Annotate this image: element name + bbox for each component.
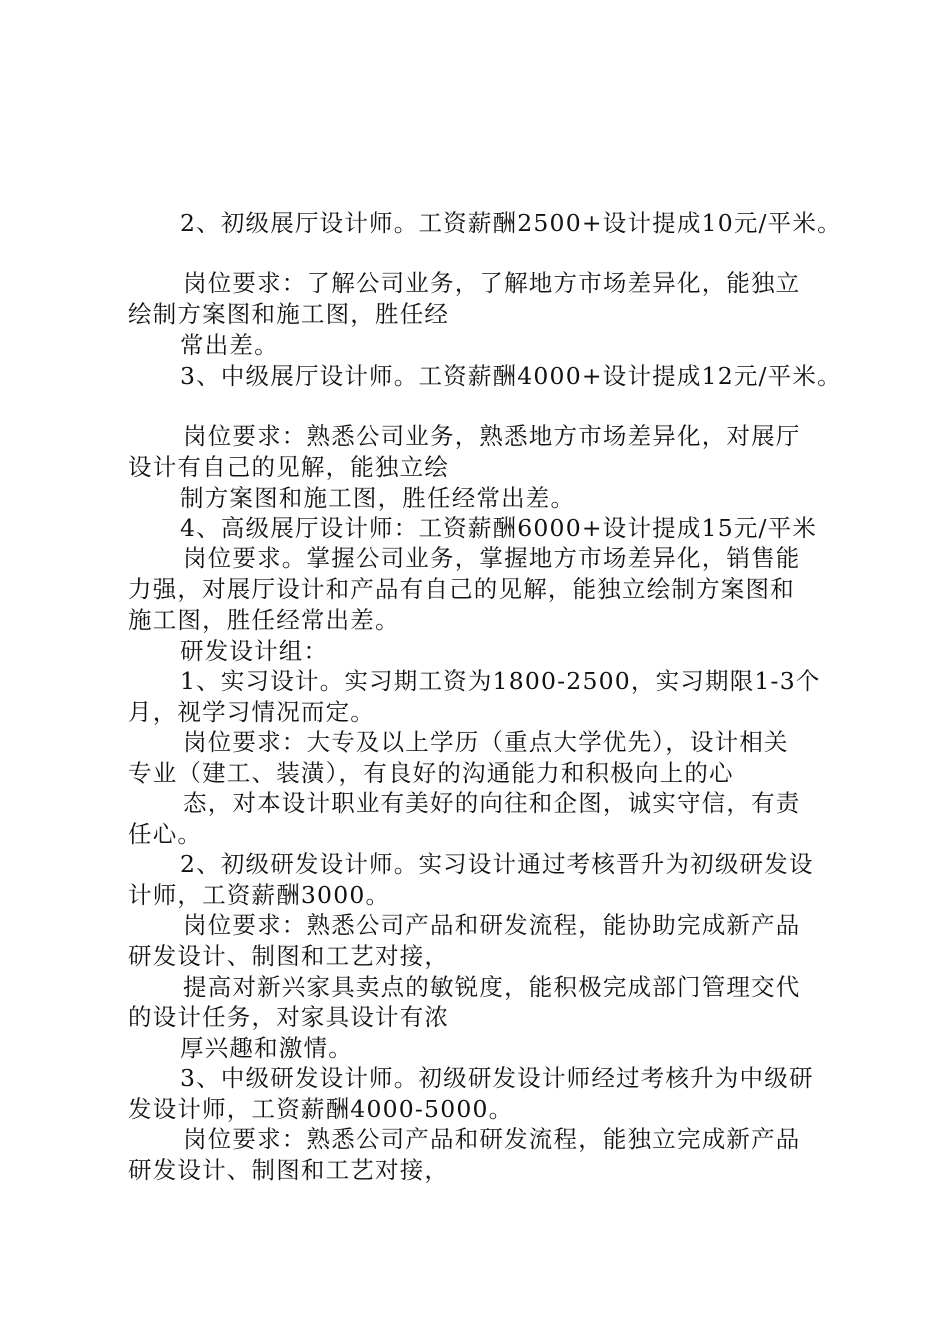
text-line: 力强，对展厅设计和产品有自己的见解，能独立绘制方案图和 xyxy=(128,575,795,603)
text-line: 1、实习设计。实习期工资为1800-2500，实习期限1-3个 xyxy=(180,667,821,695)
text-line: 发设计师，工资薪酬4000-5000。 xyxy=(128,1095,514,1123)
text-line: 的设计任务，对家具设计有浓 xyxy=(128,1003,450,1031)
text-line: 2、初级展厅设计师。工资薪酬2500+设计提成10元/平米。 xyxy=(180,209,842,237)
text-line: 施工图，胜任经常出差。 xyxy=(128,606,400,634)
text-line: 绘制方案图和施工图，胜任经 xyxy=(128,300,450,328)
text-line: 3、中级展厅设计师。工资薪酬4000+设计提成12元/平米。 xyxy=(180,362,842,390)
text-line: 岗位要求。掌握公司业务，掌握地方市场差异化，销售能 xyxy=(183,544,801,572)
text-line: 岗位要求：大专及以上学历（重点大学优先），设计相关 xyxy=(183,728,789,756)
text-line: 4、高级展厅设计师：工资薪酬6000+设计提成15元/平米 xyxy=(180,514,818,542)
text-line: 态，对本设计职业有美好的向往和企图，诚实守信，有责 xyxy=(183,789,801,817)
text-line: 月，视学习情况而定。 xyxy=(128,698,375,726)
text-line: 研发设计、制图和工艺对接， xyxy=(128,942,450,970)
text-line: 厚兴趣和激情。 xyxy=(180,1034,353,1062)
text-line: 岗位要求：了解公司业务，了解地方市场差异化，能独立 xyxy=(183,269,801,297)
text-line: 研发设计、制图和工艺对接， xyxy=(128,1156,450,1184)
text-line: 岗位要求：熟悉公司产品和研发流程，能协助完成新产品 xyxy=(183,911,801,939)
text-line: 专业（建工、装潢），有良好的沟通能力和积极向上的心 xyxy=(128,759,734,787)
text-line: 常出差。 xyxy=(180,331,279,359)
text-line: 岗位要求：熟悉公司产品和研发流程，能独立完成新产品 xyxy=(183,1125,801,1153)
text-line: 计师，工资薪酬3000。 xyxy=(128,881,391,909)
text-line: 岗位要求：熟悉公司业务，熟悉地方市场差异化，对展厅 xyxy=(183,422,801,450)
text-line: 设计有自己的见解，能独立绘 xyxy=(128,453,450,481)
text-line: 制方案图和施工图，胜任经常出差。 xyxy=(180,484,576,512)
text-line: 任心。 xyxy=(128,820,203,848)
text-line: 研发设计组： xyxy=(180,637,329,665)
text-line: 3、中级研发设计师。初级研发设计师经过考核升为中级研 xyxy=(180,1064,814,1092)
text-line: 提高对新兴家具卖点的敏锐度，能积极完成部门管理交代 xyxy=(183,973,801,1001)
text-line: 2、初级研发设计师。实习设计通过考核晋升为初级研发设 xyxy=(180,850,814,878)
